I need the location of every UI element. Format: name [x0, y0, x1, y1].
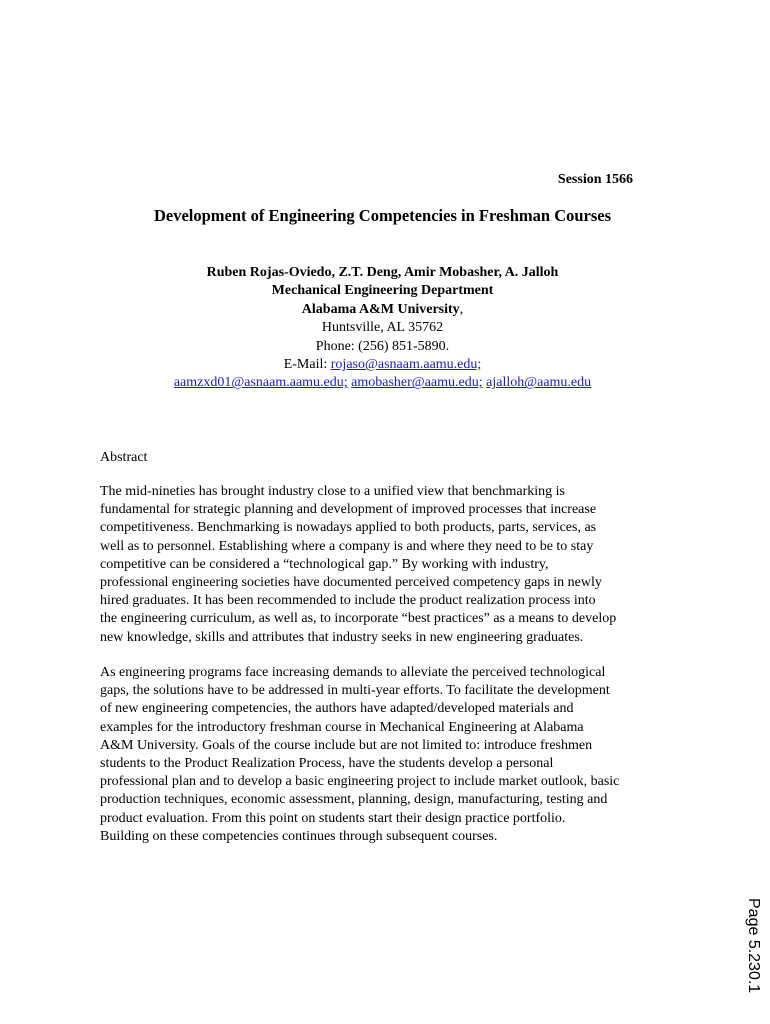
abstract-heading: Abstract [100, 450, 148, 465]
email-link-ajalloh[interactable]: ajalloh@aamu.edu [486, 375, 592, 391]
email-link-amobasher[interactable]: amobasher@aamu.edu; [351, 375, 483, 391]
paragraph-line: production techniques, economic assessment, planning, design, manufacturing, testing and [100, 792, 608, 808]
paragraph-line: A&M University. Goals of the course include but are not limited to: introduce freshmen [100, 737, 593, 753]
author-affiliation-block [0, 264, 765, 393]
paragraph-line: new knowledge, skills and attributes that industry seeks in new engineering graduates. [100, 629, 584, 645]
paragraph-line: As engineering programs face increasing demands to alleviate the perceived technological [100, 665, 606, 680]
paragraph-line: hired graduates. It has been recommended to include the product realization process into [100, 593, 596, 609]
paragraph-line: fundamental for strategic planning and development of improved processes that increase [100, 502, 597, 518]
paragraph-line: students to the Product Realization Process, have the students develop a personal [100, 756, 554, 772]
email-link-aamzxd01[interactable]: aamzxd01@asnaam.aamu.edu; [173, 375, 348, 391]
paragraph-line: competitive can be considered a “technological gap.” By working with industry, [100, 556, 549, 572]
university-name: Alabama A&M University [301, 301, 460, 317]
paragraph-line: professional engineering societies have documented perceived competency gaps in newly [100, 575, 602, 591]
city-address: Huntsville, AL 35762 [321, 320, 444, 336]
paragraph-line: examples for the introductory freshman course in Mechanical Engineering at Alabama [100, 719, 584, 735]
department: Mechanical Engineering Department [271, 283, 494, 299]
paragraph-line: Building on these competencies continues through subsequent courses. [100, 828, 498, 844]
university-suffix: , [459, 301, 464, 317]
paragraph-line: The mid-nineties has brought industry close to a unified view that benchmarking is [100, 484, 566, 499]
email-prefix: E-Mail: [283, 357, 331, 373]
email-link-rojaso[interactable]: rojaso@asnaam.aamu.edu; [330, 357, 482, 373]
paragraph-line: product evaluation. From this point on students start their design practice portfolio. [100, 810, 566, 826]
paragraph-line: the engineering curriculum, as well as, to incorporate “best practices” as a means to develop [100, 611, 617, 627]
university-line [0, 301, 765, 319]
author-names: Ruben Rojas-Oviedo, Z.T. Deng, Amir Mobasher, A. Jalloh [206, 265, 559, 280]
phone-number: Phone: (256) 851-5890. [315, 338, 450, 354]
paragraph-line: of new engineering competencies, the authors have adapted/developed materials and [100, 701, 574, 717]
session-number: Session 1566 [557, 172, 633, 187]
paragraph-line: gaps, the solutions have to be addressed in multi-year efforts. To facilitate the development [100, 683, 610, 699]
email-line-2 [0, 374, 765, 392]
paragraph-line: professional plan and to develop a basic engineering project to include market outlook, basic [100, 774, 620, 790]
paragraph-line: well as to personnel. Establishing where a company is and where they need to be to stay [100, 538, 594, 554]
email-line-1 [0, 356, 765, 374]
paper-title: Development of Engineering Competencies in Freshman Courses [153, 206, 612, 225]
abstract-paragraph-2 [100, 664, 680, 846]
paragraph-line: competitiveness. Benchmarking is nowadays applied to both products, parts, services, as [100, 520, 597, 536]
page-number-stamp: Page 5.230.1 [745, 898, 762, 994]
abstract-paragraph-1 [100, 483, 680, 647]
